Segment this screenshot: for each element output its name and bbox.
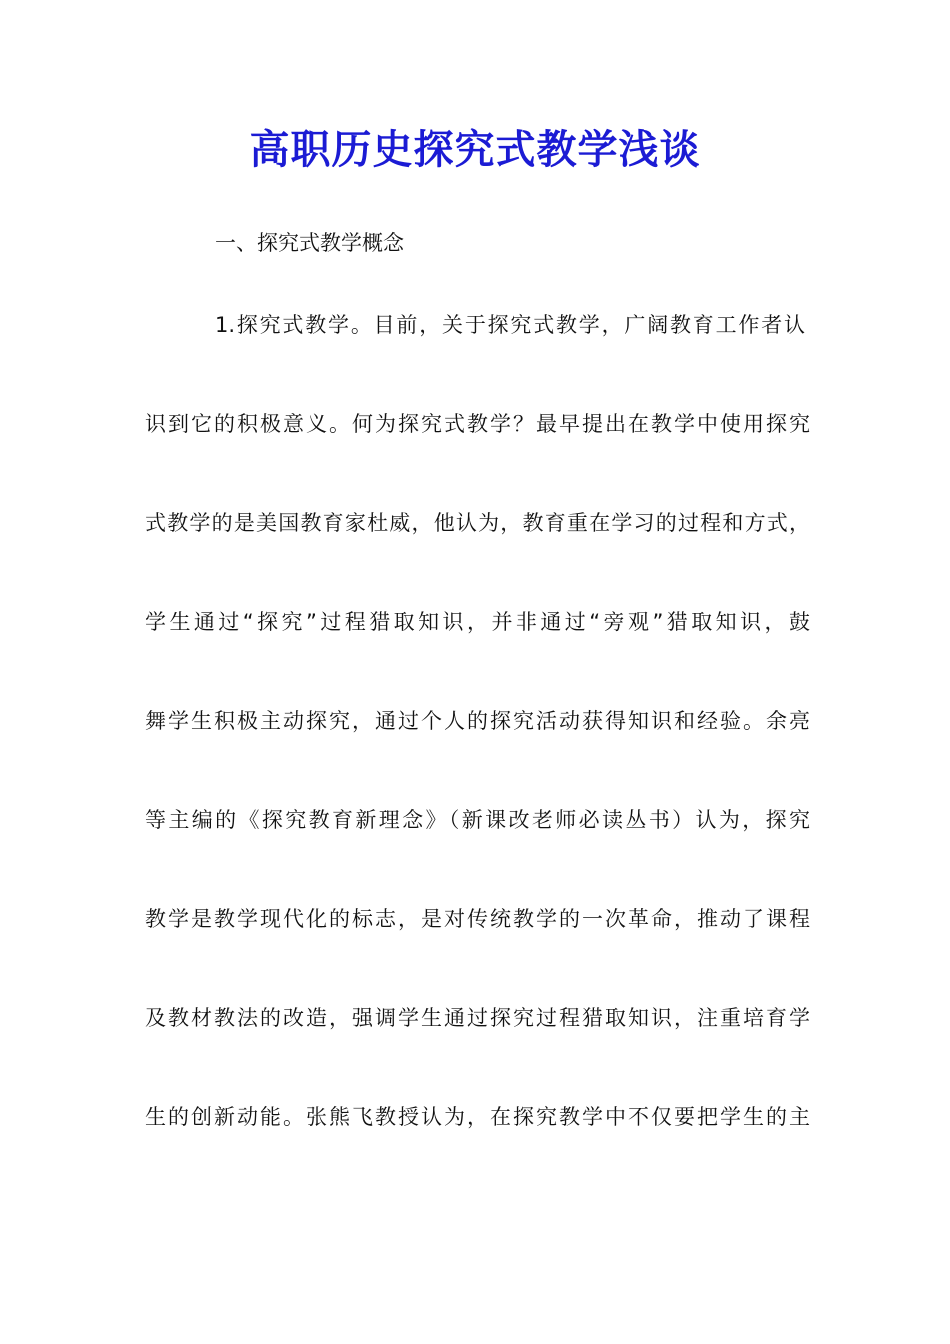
paragraph-line-1: 1.探究式教学。目前，关于探究式教学，广阔教育工作者认: [215, 313, 805, 337]
paragraph-line-2: 识到它的积极意义。何为探究式教学？最早提出在教学中使用探究: [145, 412, 810, 436]
document-title: 高职历史探究式教学浅谈: [249, 126, 701, 173]
paragraph-line-6: 等主编的《探究教育新理念》（新课改老师必读丛书）认为，探究: [145, 808, 810, 832]
paragraph-line-9: 生的创新动能。张熊飞教授认为，在探究教学中不仅要把学生的主: [145, 1105, 810, 1129]
paragraph-line-7: 教学是教学现代化的标志，是对传统教学的一次革命，推动了课程: [145, 907, 810, 931]
paragraph-line-4: 学生通过“探究”过程猎取知识，并非通过“旁观”猎取知识，鼓: [145, 610, 810, 634]
section-heading: 一、探究式教学概念: [215, 231, 404, 255]
paragraph-line-3: 式教学的是美国教育家杜威，他认为，教育重在学习的过程和方式，: [145, 511, 810, 535]
paragraph-line-5: 舞学生积极主动探究，通过个人的探究活动获得知识和经验。余亮: [145, 709, 810, 733]
paragraph-line-8: 及教材教法的改造，强调学生通过探究过程猎取知识，注重培育学: [145, 1006, 810, 1030]
